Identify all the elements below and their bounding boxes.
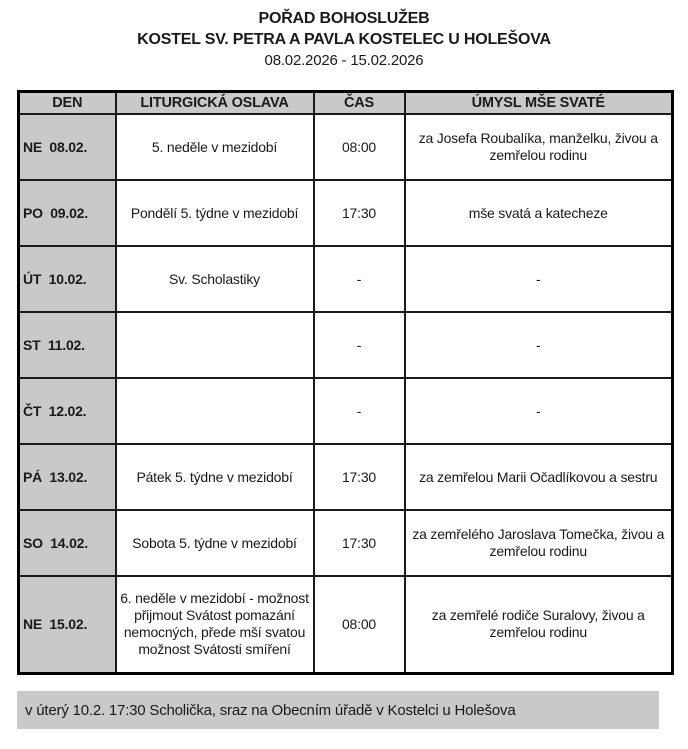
table-row	[19, 180, 673, 246]
time-cell: -	[314, 246, 405, 312]
intention-cell: za zemřelou Marii Očadlíkovou a sestru	[405, 444, 673, 510]
day-cell: ST 11.02.	[19, 312, 116, 378]
day-cell: SO 14.02.	[19, 510, 116, 576]
day-cell: ÚT 10.02.	[19, 246, 116, 312]
intention-cell: za Josefa Roubalíka, manželku, živou a zemřelou rodinu	[405, 114, 673, 180]
intention-cell: mše svatá a katecheze	[405, 180, 673, 246]
table-row	[19, 378, 673, 444]
table-row	[19, 312, 673, 378]
time-cell: -	[314, 378, 405, 444]
day-cell: NE 15.02.	[19, 576, 116, 673]
date-range: 08.02.2026 - 15.02.2026	[264, 52, 424, 69]
intention-cell: -	[405, 246, 673, 312]
celebration-cell: Sv. Scholastiky	[116, 246, 314, 312]
column-header-den: DEN	[19, 92, 116, 115]
church-name: KOSTEL SV. PETRA A PAVLA KOSTELEC U HOLEŠOVA	[137, 31, 551, 48]
time-cell: 08:00	[314, 576, 405, 673]
page-title: POŘAD BOHOSLUŽEB	[258, 10, 430, 27]
intention-cell: za zemřelého Jaroslava Tomečka, živou a zemřelou rodinu	[405, 510, 673, 576]
header-row	[19, 92, 673, 115]
day-cell: ČT 12.02.	[19, 378, 116, 444]
intention-cell: -	[405, 378, 673, 444]
intention-cell: za zemřelé rodiče Suralovy, živou a zemřelou rodinu	[405, 576, 673, 673]
celebration-cell: 5. neděle v mezidobí	[116, 114, 314, 180]
celebration-cell	[116, 312, 314, 378]
footer-note: v úterý 10.2. 17:30 Scholička, sraz na Obecním úřadě v Kostelci u Holešova	[17, 691, 659, 729]
celebration-cell: Sobota 5. týdne v mezidobí	[116, 510, 314, 576]
schedule-table	[17, 90, 674, 675]
day-cell: PÁ 13.02.	[19, 444, 116, 510]
column-header-umysl: ÚMYSL MŠE SVATÉ	[405, 92, 673, 115]
table-row	[19, 114, 673, 180]
celebration-cell: Pátek 5. týdne v mezidobí	[116, 444, 314, 510]
time-cell: 17:30	[314, 444, 405, 510]
time-cell: 17:30	[314, 180, 405, 246]
celebration-cell	[116, 378, 314, 444]
table-row	[19, 246, 673, 312]
column-header-liturgicka-oslava: LITURGICKÁ OSLAVA	[116, 92, 314, 115]
document-header	[0, 0, 688, 71]
table-row	[19, 444, 673, 510]
time-cell: 17:30	[314, 510, 405, 576]
time-cell: 08:00	[314, 114, 405, 180]
celebration-cell: Pondělí 5. týdne v mezidobí	[116, 180, 314, 246]
celebration-cell: 6. neděle v mezidobí - možnost přijmout Svátost pomazání nemocných, přede mší svatou možnost Svátosti smíření	[116, 576, 314, 673]
table-row	[19, 510, 673, 576]
day-cell: NE 08.02.	[19, 114, 116, 180]
table-row	[19, 576, 673, 673]
day-cell: PO 09.02.	[19, 180, 116, 246]
intention-cell: -	[405, 312, 673, 378]
time-cell: -	[314, 312, 405, 378]
column-header-cas: ČAS	[314, 92, 405, 115]
